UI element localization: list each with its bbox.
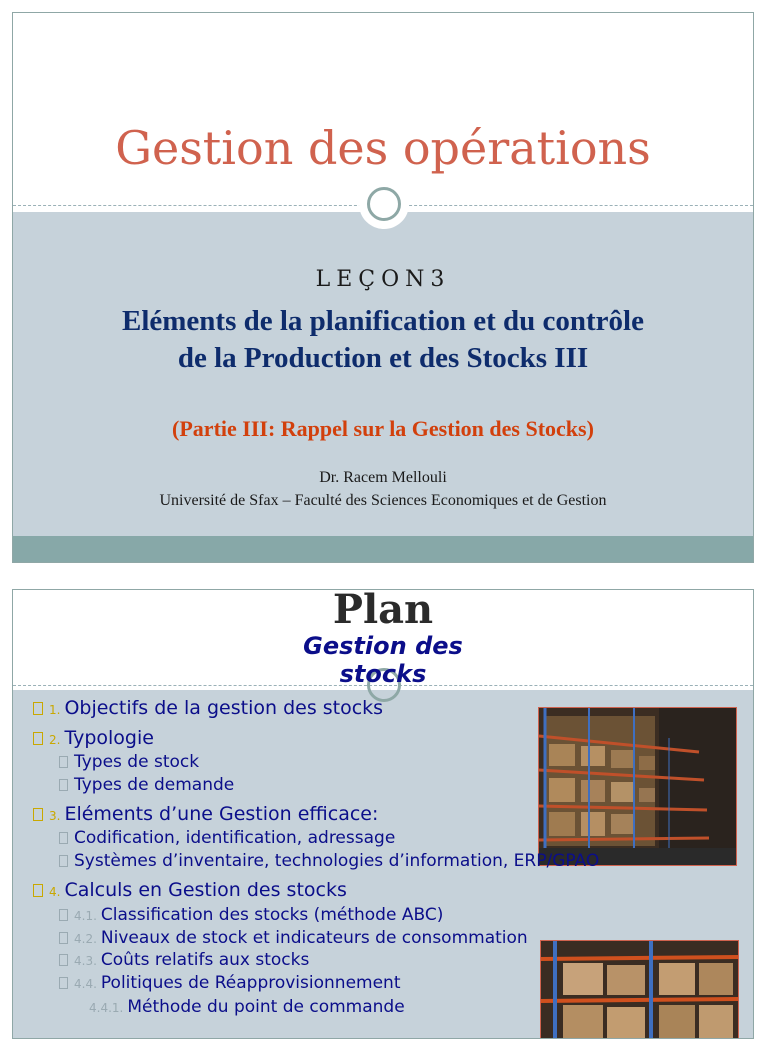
item-text: Niveaux de stock et indicateurs de consommation xyxy=(100,928,528,948)
lesson-subtitle-line2: de la Production et des Stocks III xyxy=(177,342,589,374)
footer-band xyxy=(13,536,753,563)
lesson-subtitle xyxy=(63,303,703,377)
plan-item-2 xyxy=(31,727,154,749)
title-slide xyxy=(12,12,754,563)
plan-subsubitem xyxy=(89,997,405,1017)
bullet-box-icon xyxy=(59,932,68,944)
item-text: Classification des stocks (méthode ABC) xyxy=(100,905,444,925)
bullet-box-icon xyxy=(33,732,43,745)
university-name: Université de Sfax – Faculté des Sciences Economiques et de Gestion xyxy=(159,492,607,509)
bullet-box-icon xyxy=(59,909,68,921)
item-text: Codification, identification, adressage xyxy=(74,828,396,848)
warehouse-photo xyxy=(540,940,739,1039)
plan-item-4 xyxy=(31,879,347,901)
plan-subitem xyxy=(57,752,199,772)
item-number: 3. xyxy=(49,809,61,823)
bullet-box-icon xyxy=(59,756,68,768)
ring-ornament-icon xyxy=(367,187,401,221)
item-number: 2. xyxy=(49,733,61,747)
plan-slide xyxy=(12,589,754,1039)
item-text: Méthode du point de commande xyxy=(127,997,405,1017)
plan-subitem xyxy=(57,775,234,795)
bullet-box-icon xyxy=(33,884,43,897)
plan-subitem xyxy=(57,828,395,848)
bullet-box-icon xyxy=(59,855,68,867)
lesson-label: LEÇON3 xyxy=(315,267,451,292)
item-text: Systèmes d’inventaire, technologies d’information, ERP/GPAO xyxy=(74,851,600,871)
item-text: Types de demande xyxy=(74,775,235,795)
item-text: Calculs en Gestion des stocks xyxy=(64,879,347,901)
item-number: 4.2. xyxy=(74,932,97,946)
item-number: 4.4.1. xyxy=(89,1001,124,1015)
part-label: (Partie III: Rappel sur la Gestion des Stocks) xyxy=(172,416,594,441)
lesson-subtitle-line1: Eléments de la planification et du contrôle xyxy=(122,305,644,337)
plan-subitem xyxy=(57,851,599,871)
item-text: Coûts relatifs aux stocks xyxy=(100,950,310,970)
item-number: 4.3. xyxy=(74,954,97,968)
item-number: 1. xyxy=(49,703,61,717)
plan-item-3 xyxy=(31,803,378,825)
plan-subitem xyxy=(57,950,309,970)
plan-subtitle xyxy=(13,632,753,688)
ring-ornament xyxy=(359,179,409,229)
plan-title: Plan xyxy=(332,589,434,633)
plan-subtitle-line1: Gestion des xyxy=(303,632,463,660)
plan-subitem xyxy=(57,928,528,948)
warehouse-photo xyxy=(538,707,737,866)
item-text: Politiques de Réapprovisionnement xyxy=(100,973,401,993)
item-text: Eléments d’une Gestion efficace: xyxy=(64,803,379,825)
slide-title: Gestion des opérations xyxy=(115,121,651,175)
bullet-box-icon xyxy=(33,702,43,715)
bullet-box-icon xyxy=(59,779,68,791)
author-name: Dr. Racem Mellouli xyxy=(319,469,447,486)
item-text: Typologie xyxy=(64,727,154,749)
bullet-box-icon xyxy=(59,954,68,966)
bullet-box-icon xyxy=(59,977,68,989)
plan-subitem xyxy=(57,905,443,925)
plan-item-1 xyxy=(31,697,383,719)
bullet-box-icon xyxy=(33,808,43,821)
item-text: Objectifs de la gestion des stocks xyxy=(64,697,384,719)
item-number: 4.4. xyxy=(74,977,97,991)
bullet-box-icon xyxy=(59,832,68,844)
item-text: Types de stock xyxy=(74,752,200,772)
item-number: 4. xyxy=(49,885,61,899)
plan-subtitle-line2: stocks xyxy=(339,660,427,688)
plan-subitem xyxy=(57,973,400,993)
item-number: 4.1. xyxy=(74,909,97,923)
